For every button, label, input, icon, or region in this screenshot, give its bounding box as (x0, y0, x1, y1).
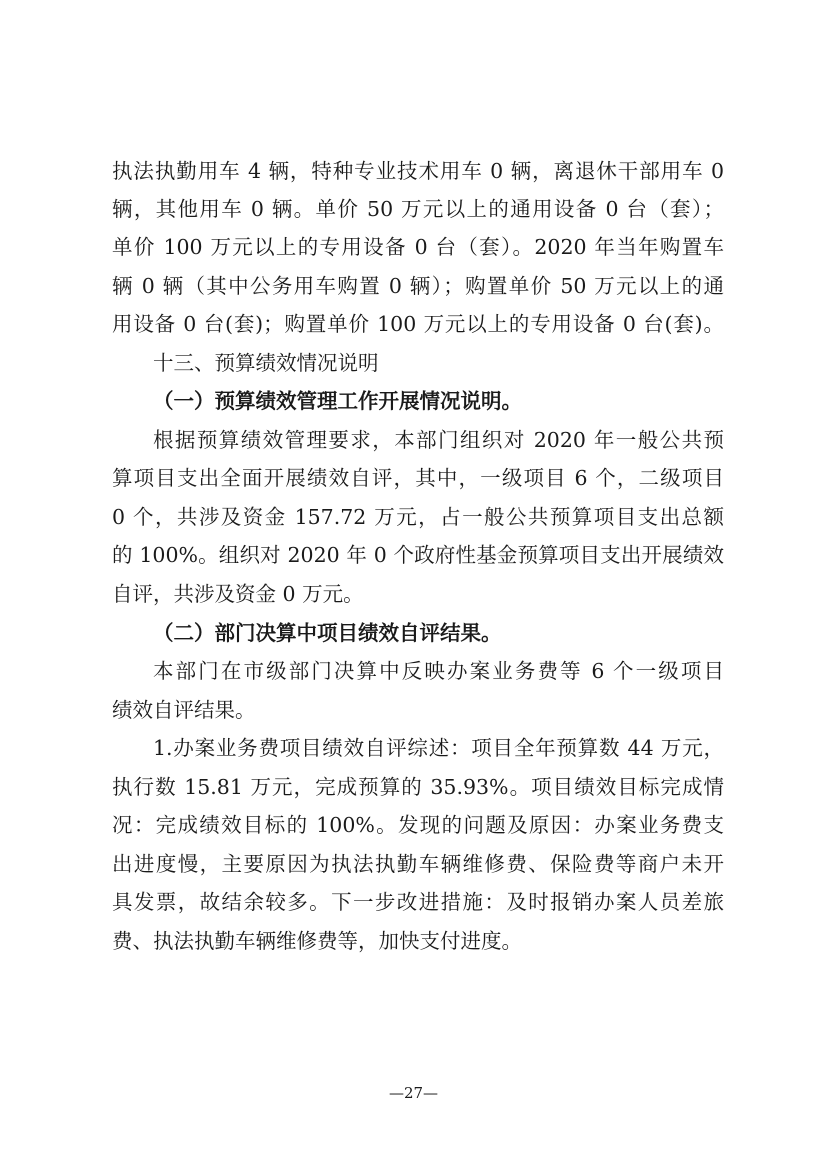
body-text-line: 根据预算绩效管理要求，本部门组织对 2020 年一般公共预 (153, 428, 724, 452)
subsection-heading: （二）部门决算中项目绩效自评结果。 (153, 621, 502, 645)
body-text-line: 用设备 0 台(套)；购置单价 100 万元以上的专用设备 0 台(套)。 (112, 312, 724, 336)
body-text-line: 本部门在市级部门决算中反映办案业务费等 6 个一级项目 (153, 659, 724, 683)
body-text-line: 单价 100 万元以上的专用设备 0 台（套）。2020 年当年购置车 (112, 235, 724, 259)
body-text-line: 0 个，共涉及资金 157.72 万元，占一般公共预算项目支出总额 (112, 505, 724, 529)
body-text-line: 出进度慢，主要原因为执法执勤车辆维修费、保险费等商户未开 (112, 852, 724, 876)
body-text-line: 算项目支出全面开展绩效自评，其中，一级项目 6 个，二级项目 (112, 466, 724, 490)
subsection-heading: （一）预算绩效管理工作开展情况说明。 (153, 389, 522, 413)
body-text-line: 况：完成绩效目标的 100%。发现的问题及原因：办案业务费支 (112, 813, 724, 837)
body-text-line: 辆，其他用车 0 辆。单价 50 万元以上的通用设备 0 台（套）； (112, 197, 724, 221)
body-text-line: 绩效自评结果。 (112, 698, 256, 722)
body-text-line: 1.办案业务费项目绩效自评综述：项目全年预算数 44 万元， (153, 736, 724, 760)
page-number: —27— (388, 1084, 439, 1102)
body-text-line: 辆 0 辆（其中公务用车购置 0 辆）；购置单价 50 万元以上的通 (112, 274, 724, 298)
body-text-line: 执行数 15.81 万元，完成预算的 35.93%。项目绩效目标完成情 (112, 775, 724, 799)
body-text-line: 费、执法执勤车辆维修费等，加快支付进度。 (112, 929, 522, 953)
body-text-line: 自评，共涉及资金 0 万元。 (112, 582, 364, 606)
body-text-line: 的 100%。组织对 2020 年 0 个政府性基金预算项目支出开展绩效 (112, 543, 724, 567)
body-text-line: 执法执勤用车 4 辆，特种专业技术用车 0 辆，离退休干部用车 0 (112, 159, 724, 183)
body-text-line: 具发票，故结余较多。下一步改进措施：及时报销办案人员差旅 (112, 890, 724, 914)
section-heading: 十三、预算绩效情况说明 (153, 351, 379, 375)
